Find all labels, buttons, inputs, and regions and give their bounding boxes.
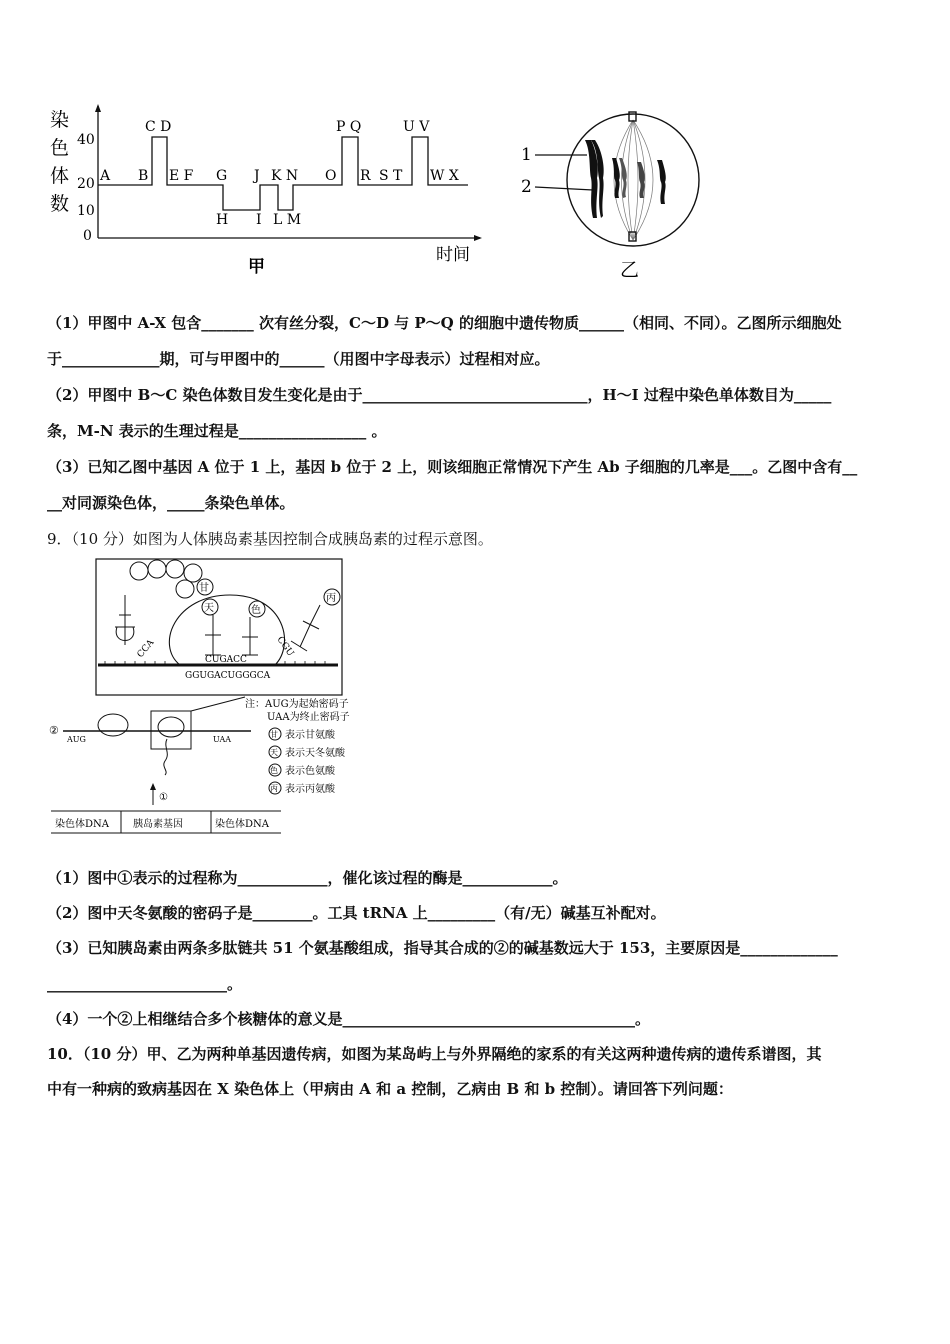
caption-jia: 甲 bbox=[248, 257, 265, 277]
chromosomes bbox=[585, 140, 666, 218]
label-KN: K N bbox=[271, 168, 299, 184]
dna-left: 染色体DNA bbox=[55, 819, 109, 830]
q8-line-6: __对同源染色体，_____条染色单体。 bbox=[47, 494, 295, 512]
q8-line-1: （1）甲图中 A-X 包含_______ 次有丝分裂，C～D 与 P～Q 的细胞中遗传物质______（相同、不同）。乙图所示细胞处 bbox=[47, 314, 842, 332]
y-axis-char: 数 bbox=[50, 193, 70, 215]
mrna-end: UAA bbox=[213, 735, 232, 744]
label-G: G bbox=[216, 168, 228, 184]
insulin-synthesis-diagram bbox=[45, 555, 385, 837]
chromosome-count-graph bbox=[40, 100, 490, 285]
q8-line-3: （2）甲图中 B～C 染色体数目发生变化是由于______________________________，H～I 过程中染色单体数目为_____ bbox=[47, 386, 832, 404]
aa-se: 色 bbox=[251, 605, 261, 616]
caption-yi: 乙 bbox=[620, 259, 640, 281]
q10-line-1: 10．（10 分）甲、乙为两种单基因遗传病，如图为某岛屿上与外界隔绝的家系的有关这两种遗传病的遗传系谱图，其 bbox=[47, 1045, 822, 1063]
aa-bing: 丙 bbox=[326, 593, 336, 604]
mrna-start: AUG bbox=[67, 735, 86, 744]
label-2-circled: ② bbox=[49, 724, 59, 737]
label-2: 2 bbox=[521, 177, 532, 197]
label-1-circled: ① bbox=[159, 792, 168, 803]
label-R: R bbox=[360, 168, 371, 184]
dna-right: 染色体DNA bbox=[215, 819, 269, 830]
y-tick-0: 0 bbox=[83, 228, 92, 244]
y-axis-char: 体 bbox=[50, 165, 70, 187]
label-1: 1 bbox=[521, 145, 532, 165]
ribosome-small-2 bbox=[158, 717, 184, 737]
label-A: A bbox=[100, 168, 111, 184]
legend-bing: 表示丙氨酸 bbox=[285, 784, 335, 795]
q9-line-5: （4）一个②上相继结合多个核糖体的意义是_______________________________________。 bbox=[47, 1010, 650, 1028]
legend-se-char: 色 bbox=[270, 766, 278, 775]
x-axis-label: 时间 bbox=[436, 245, 470, 265]
dna-mid: 胰岛素基因 bbox=[133, 819, 183, 830]
legend-tian: 表示天冬氨酸 bbox=[285, 748, 345, 759]
peptide-tail bbox=[164, 739, 167, 775]
anticodon-right: CGU bbox=[274, 634, 296, 659]
label-O: O bbox=[325, 168, 337, 184]
label-B: B bbox=[138, 168, 149, 184]
note-start-codon: 注：AUG为起始密码子 bbox=[245, 699, 349, 710]
q8-line-4: 条，M-N 表示的生理过程是_________________ 。 bbox=[47, 422, 387, 440]
label-PQ: P Q bbox=[336, 119, 362, 135]
legend-se: 表示色氨酸 bbox=[285, 766, 335, 777]
mrna-sequence: GGUGACUGGGCA bbox=[185, 671, 271, 681]
q8-line-2: 于_____________期，可与甲图中的______（用图中字母表示）过程相对应。 bbox=[47, 350, 550, 368]
label-J: J bbox=[254, 168, 260, 184]
cell-membrane bbox=[567, 114, 699, 246]
legend-tian-char: 天 bbox=[270, 748, 278, 757]
spindle-fibers bbox=[614, 120, 653, 240]
y-axis-char: 色 bbox=[50, 137, 70, 159]
label-ST: S T bbox=[379, 168, 403, 184]
q9-line-1: （1）图中①表示的过程称为____________，催化该过程的酶是____________。 bbox=[47, 869, 568, 887]
label-UV: U V bbox=[403, 119, 430, 135]
zoom-arrow bbox=[191, 697, 245, 711]
y-axis-arrow bbox=[95, 104, 101, 112]
y-axis-char: 染 bbox=[50, 109, 70, 131]
label-WX: W X bbox=[430, 168, 459, 184]
label-I: I bbox=[256, 212, 262, 228]
q10-line-2: 中有一种病的致病基因在 X 染色体上（甲病由 A 和 a 控制，乙病由 B 和 b 控制）。请回答下列问题： bbox=[47, 1080, 733, 1098]
legend-gan-char: 甘 bbox=[270, 730, 278, 739]
label-CD: C D bbox=[145, 119, 172, 135]
ribosome-small-1 bbox=[98, 714, 128, 736]
q9-line-4: ________________________。 bbox=[47, 975, 243, 993]
q8-line-5: （3）已知乙图中基因 A 位于 1 上，基因 b 位于 2 上，则该细胞正常情况下产生 Ab 子细胞的几率是___。乙图中含有__ bbox=[47, 458, 858, 476]
mitosis-cell-diagram bbox=[515, 100, 715, 282]
y-tick-10: 10 bbox=[77, 203, 95, 219]
anticodon-mid: CUGACC bbox=[205, 655, 247, 665]
aa-tian: 天 bbox=[204, 603, 214, 614]
label-LM: L M bbox=[273, 212, 302, 228]
label-EF: E F bbox=[169, 168, 194, 184]
note-stop-codon: UAA为终止密码子 bbox=[267, 712, 350, 723]
peptide-chain bbox=[130, 560, 202, 598]
y-tick-40: 40 bbox=[77, 132, 95, 148]
legend-gan: 表示甘氨酸 bbox=[285, 730, 335, 741]
q9-title: 9．（10 分）如图为人体胰岛素基因控制合成胰岛素的过程示意图。 bbox=[47, 530, 493, 548]
pointer-2 bbox=[535, 187, 593, 190]
y-tick-20: 20 bbox=[77, 176, 95, 192]
legend-bing-char: 丙 bbox=[270, 784, 278, 793]
q9-line-3: （3）已知胰岛素由两条多肽链共 51 个氨基酸组成，指导其合成的②的碱基数远大于 153，主要原因是_____________ bbox=[47, 939, 838, 957]
label-H: H bbox=[216, 212, 229, 228]
aa-gan: 甘 bbox=[199, 583, 209, 594]
q9-line-2: （2）图中天冬氨酸的密码子是________。工具 tRNA 上_________（有/无）碱基互补配对。 bbox=[47, 904, 666, 922]
transcription-arrowhead bbox=[150, 783, 156, 790]
x-axis-arrow bbox=[474, 235, 482, 241]
anticodon-left: CCA bbox=[135, 637, 157, 660]
